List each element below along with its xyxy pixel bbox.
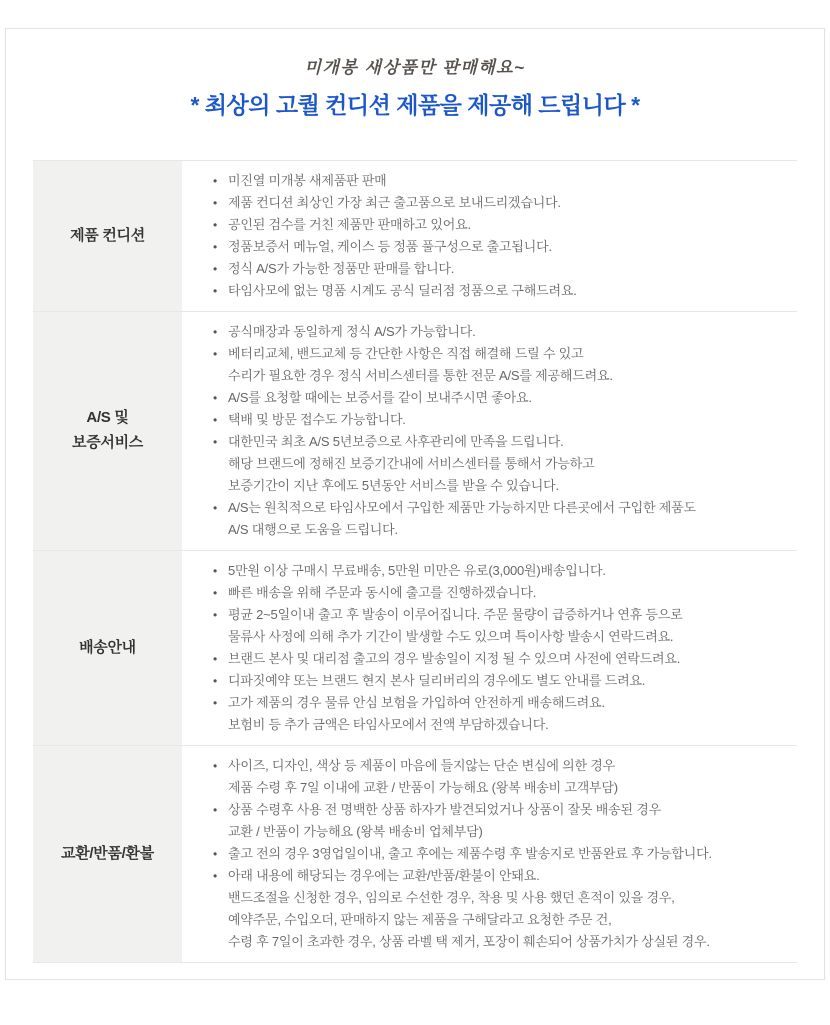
- policy-row-2: [33, 312, 797, 551]
- policy-row-label: 배송안내: [33, 551, 182, 745]
- policy-bullet-item: • 브랜드 본사 및 대리점 출고의 경우 발송일이 지정 될 수 있으며 사전에 연락드려요.: [182, 648, 789, 670]
- policy-row-content: [182, 551, 797, 745]
- policy-row-content: [182, 312, 797, 550]
- policy-bullet-item: • 5만원 이상 구매시 무료배송, 5만원 미만은 유로(3,000원)배송입니다.: [182, 560, 789, 582]
- policy-bullet-list: [182, 321, 789, 541]
- policy-bullet-item: • 고가 제품의 경우 물류 안심 보험을 가입하여 안전하게 배송해드려요. 보험비 등 추가 금액은 타임사모에서 전액 부담하겠습니다.: [182, 692, 789, 736]
- policy-row-4: [33, 746, 797, 963]
- policy-bullet-item: • 공인된 검수를 거친 제품만 판매하고 있어요.: [182, 214, 789, 236]
- handwritten-tagline: 미개봉 새상품만 판매해요~: [304, 58, 526, 77]
- policy-row-label: 제품 컨디션: [33, 161, 182, 311]
- policy-bullet-item: • A/S는 원칙적으로 타임사모에서 구입한 제품만 가능하지만 다른곳에서 구입한 제품도 A/S 대행으로 도움을 드립니다.: [182, 497, 789, 541]
- policy-bullet-item: • 출고 전의 경우 3영업일이내, 출고 후에는 제품수령 후 발송지로 반품완료 후 가능합니다.: [182, 843, 789, 865]
- policy-bullet-item: • 빠른 배송을 위해 주문과 동시에 출고를 진행하겠습니다.: [182, 582, 789, 604]
- policy-bullet-item: • A/S를 요청할 때에는 보증서를 같이 보내주시면 좋아요.: [182, 387, 789, 409]
- seller-info-panel: [5, 28, 825, 980]
- policy-row-content: [182, 746, 797, 962]
- policy-bullet-item: • 디파짓예약 또는 브랜드 현지 본사 딜리버리의 경우에도 별도 안내를 드려요.: [182, 670, 789, 692]
- policy-bullet-item: • 정식 A/S가 가능한 정품만 판매를 합니다.: [182, 258, 789, 280]
- policy-bullet-item: • 타임사모에 없는 명품 시계도 공식 딜러점 정품으로 구해드려요.: [182, 280, 789, 302]
- policy-bullet-list: [182, 560, 789, 736]
- policy-bullet-item: • 베터리교체, 밴드교체 등 간단한 사항은 직접 해결해 드릴 수 있고 수리가 필요한 경우 정식 서비스센터를 통한 전문 A/S를 제공해드려요.: [182, 343, 789, 387]
- policy-row-label: 교환/반품/환불: [33, 746, 182, 962]
- policy-row-label: A/S 및 보증서비스: [33, 312, 182, 550]
- policy-bullet-item: • 아래 내용에 해당되는 경우에는 교환/반품/환불이 안돼요. 밴드조절을 신청한 경우, 임의로 수선한 경우, 착용 및 사용 했던 흔적이 있을 경우, 예약주문, 수입오더, 판매하지 않는 제품을 구해달라고 요청한 주문 건, 수령 후 7일이 초과한 경우, 상품 라벨 택 제거, 포장이 훼손되어 상품가치가 상실된 경우.: [182, 865, 789, 953]
- policy-bullet-item: • 상품 수령후 사용 전 명백한 상품 하자가 발견되었거나 상품이 잘못 배송된 경우 교환 / 반품이 가능해요 (왕복 배송비 업체부담): [182, 799, 789, 843]
- policy-table: [33, 160, 797, 963]
- policy-row-1: [33, 161, 797, 312]
- policy-row-3: [33, 551, 797, 746]
- policy-bullet-item: • 사이즈, 디자인, 색상 등 제품이 마음에 들지않는 단순 변심에 의한 경우 제품 수령 후 7일 이내에 교환 / 반품이 가능해요 (왕복 배송비 고객부담): [182, 755, 789, 799]
- policy-bullet-item: • 공식매장과 동일하게 정식 A/S가 가능합니다.: [182, 321, 789, 343]
- policy-row-content: [182, 161, 797, 311]
- policy-bullet-item: • 택배 및 방문 접수도 가능합니다.: [182, 409, 789, 431]
- policy-bullet-item: • 미진열 미개봉 새제품판 판매: [182, 170, 789, 192]
- page-title: * 최상의 고퀄 컨디션 제품을 제공해 드립니다 *: [190, 92, 640, 118]
- policy-bullet-item: • 평균 2~5일이내 출고 후 발송이 이루어집니다. 주문 물량이 급증하거나 연휴 등으로 물류사 사정에 의해 추가 기간이 발생할 수도 있으며 특이사항 발송시 연락드려요.: [182, 604, 789, 648]
- policy-bullet-item: • 정품보증서 메뉴얼, 케이스 등 정품 풀구성으로 출고됩니다.: [182, 236, 789, 258]
- policy-bullet-item: • 제품 컨디션 최상인 가장 최근 출고품으로 보내드리겠습니다.: [182, 192, 789, 214]
- policy-bullet-item: • 대한민국 최초 A/S 5년보증으로 사후관리에 만족을 드립니다. 해당 브랜드에 정해진 보증기간내에 서비스센터를 통해서 가능하고 보증기간이 지난 후에도 5년동안 서비스를 받을 수 있습니다.: [182, 431, 789, 497]
- policy-bullet-list: [182, 170, 789, 302]
- policy-bullet-list: [182, 755, 789, 953]
